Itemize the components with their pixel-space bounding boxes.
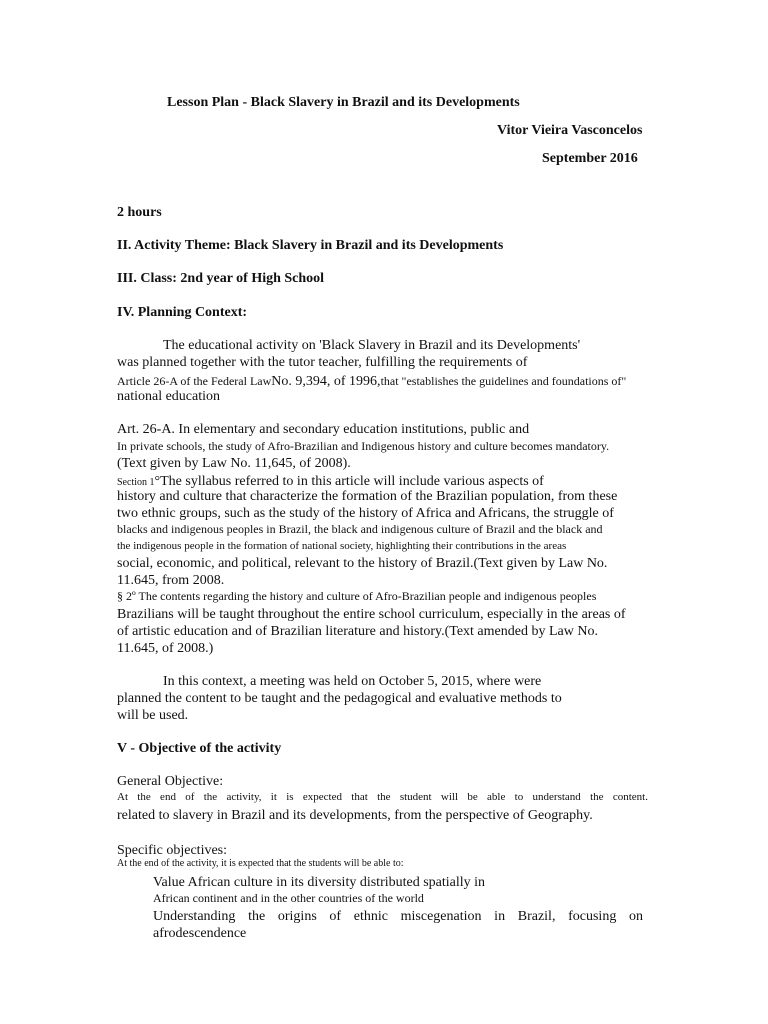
section1-line: social, economic, and political, relevant to the history of Brazil.(Text given by Law No. [117,556,608,571]
specific-objectives-label: Specific objectives: [117,843,228,858]
section1-line: 11.645, from 2008. [117,573,225,588]
section2-line: § 2º The contents regarding the history and culture of Afro-Brazilian people and indigenous peoples [117,589,597,603]
section-planning-context: IV. Planning Context: [117,305,248,320]
specific-objective-item: Understanding the origins of ethnic miscegenation in Brazil, focusing on [153,909,643,924]
general-objective-line: related to slavery in Brazil and its developments, from the perspective of Geography. [117,808,593,823]
section1-line: two ethnic groups, such as the study of the history of Africa and Africans, the struggle of [117,506,614,521]
section2-line: 11.645, of 2008.) [117,641,214,656]
section-class: III. Class: 2nd year of High School [117,271,325,286]
section1-label: Section 1 [117,477,155,488]
law-article-text: Article 26-A of the Federal Law [117,374,272,388]
section-activity-theme: II. Activity Theme: Black Slavery in Brazil and its Developments [117,238,504,253]
section1-line [117,472,544,490]
context-paragraph-line: national education [117,389,221,404]
general-objective-label: General Objective: [117,774,224,789]
article-line: Art. 26-A. In elementary and secondary education institutions, public and [117,422,530,437]
context-paragraph-line: was planned together with the tutor teacher, fulfilling the requirements of [117,355,528,370]
law-description-text: that "establishes the guidelines and foundations of" [380,374,627,388]
document-date: September 2016 [542,151,638,166]
specific-objective-item-cont: African continent and in the other countries of the world [153,891,424,905]
general-objective-line: At the end of the activity, it is expected that the student will be able to understand the content. [117,791,648,803]
section1-text: °The syllabus referred to in this article will include various aspects of [154,474,544,489]
context-paragraph-line [117,372,626,390]
context-paragraph-line: planned the content to be taught and the pedagogical and evaluative methods to [117,691,562,706]
section1-line: the indigenous people in the formation of national society, highlighting their contributions in the areas [117,540,567,552]
context-paragraph-line: will be used. [117,708,189,723]
context-paragraph-line: In this context, a meeting was held on October 5, 2015, where were [163,674,542,689]
specific-objectives-intro: At the end of the activity, it is expected that the students will be able to: [117,858,404,869]
context-paragraph-line: The educational activity on 'Black Slavery in Brazil and its Developments' [163,338,581,353]
section-objective: V - Objective of the activity [117,741,282,756]
specific-objective-item: Value African culture in its diversity distributed spatially in [153,875,486,890]
article-line: In private schools, the study of Afro-Brazilian and Indigenous history and culture becomes mandatory. [117,439,610,453]
section1-line: blacks and indigenous peoples in Brazil, the black and indigenous culture of Brazil and the black and [117,522,603,536]
author-name: Vitor Vieira Vasconcelos [497,123,643,138]
section2-line: Brazilians will be taught throughout the entire school curriculum, especially in the areas of [117,607,626,622]
page-title: Lesson Plan - Black Slavery in Brazil and its Developments [167,95,520,110]
article-line: (Text given by Law No. 11,645, of 2008). [117,456,351,471]
duration: 2 hours [117,205,162,220]
section1-line: history and culture that characterize the formation of the Brazilian population, from these [117,489,618,504]
specific-objective-item-cont: afrodescendence [153,926,247,941]
section2-line: of artistic education and of Brazilian literature and history.(Text amended by Law No. [117,624,598,639]
law-number-text: No. 9,394, of 1996, [271,374,381,389]
